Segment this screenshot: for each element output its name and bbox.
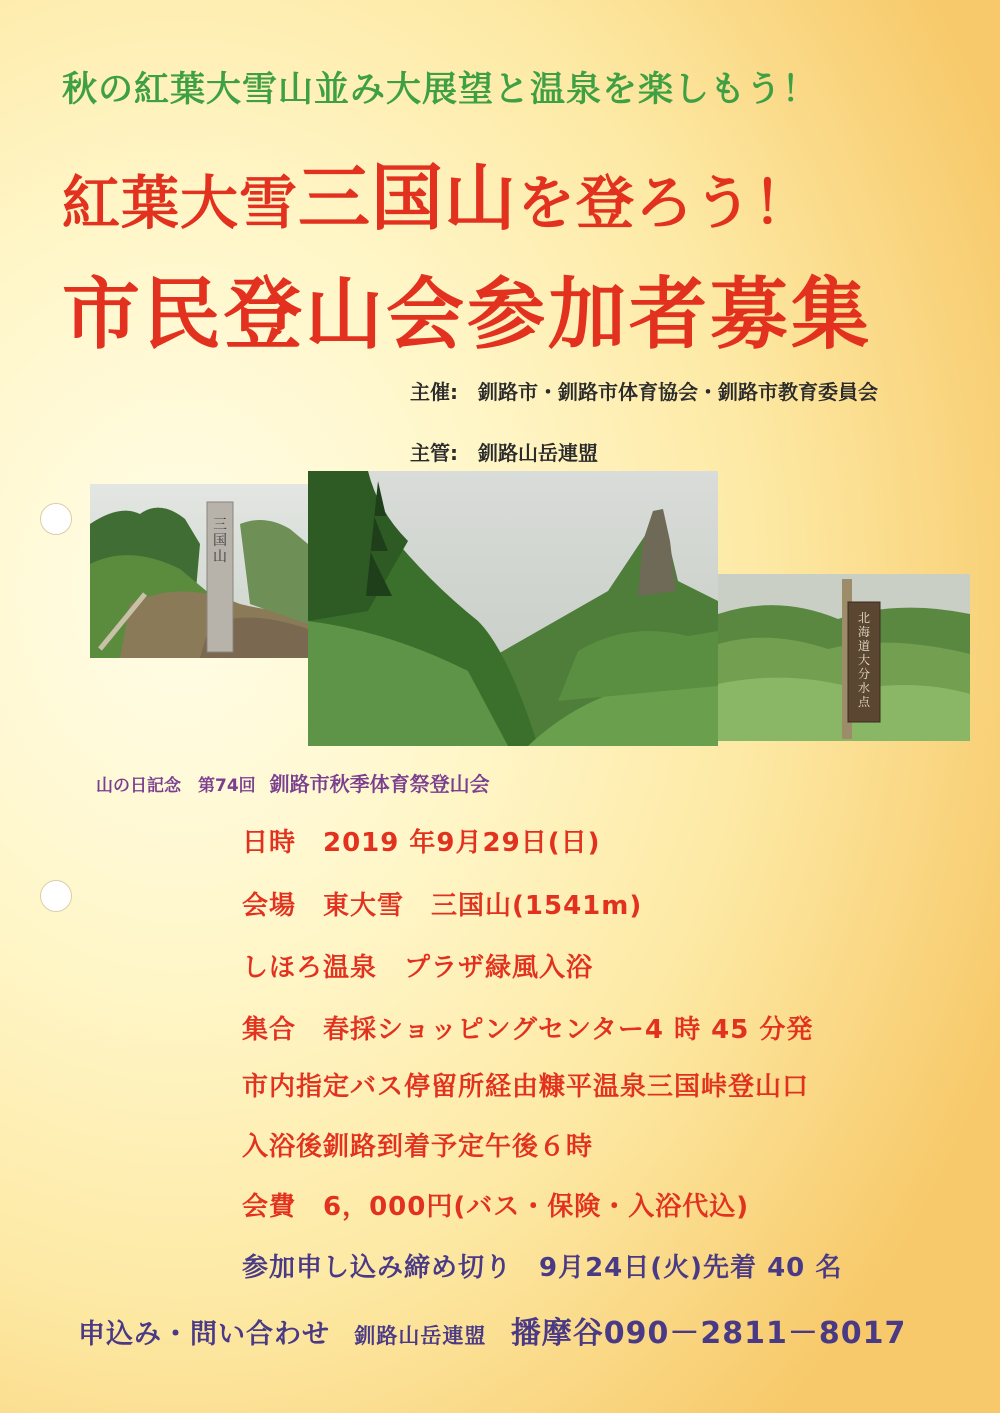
punch-hole-top (40, 503, 72, 535)
info-date: 日時 2019 年9月29日(日) (242, 828, 601, 858)
photo-forest-valley (308, 471, 718, 746)
contact-phone: 播摩谷090－2811－8017 (510, 1316, 907, 1351)
info-route: 市内指定バス停留所経由糠平温泉三国峠登山口 (242, 1072, 810, 1102)
event-line (96, 768, 490, 797)
photo-summit-marker (90, 484, 308, 658)
headline (62, 140, 812, 244)
event-name: 釧路市秋季体育祭登山会 (269, 772, 490, 796)
info-return: 入浴後釧路到着予定午後６時 (242, 1132, 594, 1162)
contact-org: 釧路山岳連盟 (354, 1324, 487, 1348)
contact-line (78, 1308, 906, 1352)
sign-text-right: 北海道大分水点 (857, 611, 871, 709)
sign-text-left: 三国山 (213, 517, 227, 565)
info-onsen: しほろ温泉 プラザ緑風入浴 (242, 953, 594, 983)
recruitment-title: 市民登山会参加者募集 (62, 270, 873, 360)
info-venue: 会場 東大雪 三国山(1541m) (242, 891, 643, 921)
contact-label: 申込み・問い合わせ (78, 1319, 330, 1350)
event-prefix: 山の日記念 第74回 (96, 776, 256, 796)
photo-divide-marker (718, 574, 970, 741)
punch-hole-bottom (40, 880, 72, 912)
info-fee: 会費 6，000円(バス・保険・入浴代込) (242, 1192, 750, 1222)
tagline: 秋の紅葉大雪山並み大展望と温泉を楽しもう！ (62, 70, 819, 110)
host-organizations: 主催: 釧路市・釧路市体育協会・釧路市教育委員会 (410, 380, 878, 404)
headline-mountain-name: 三国山 (298, 156, 518, 240)
headline-part-1: 紅葉大雪 (62, 169, 299, 237)
info-meeting: 集合 春採ショッピングセンター4 時 45 分発 (242, 1015, 814, 1045)
managing-organization: 主管: 釧路山岳連盟 (410, 441, 598, 465)
info-deadline: 参加申し込み締め切り 9月24日(火)先着 40 名 (242, 1253, 843, 1283)
headline-part-3: を登ろう！ (517, 169, 813, 237)
